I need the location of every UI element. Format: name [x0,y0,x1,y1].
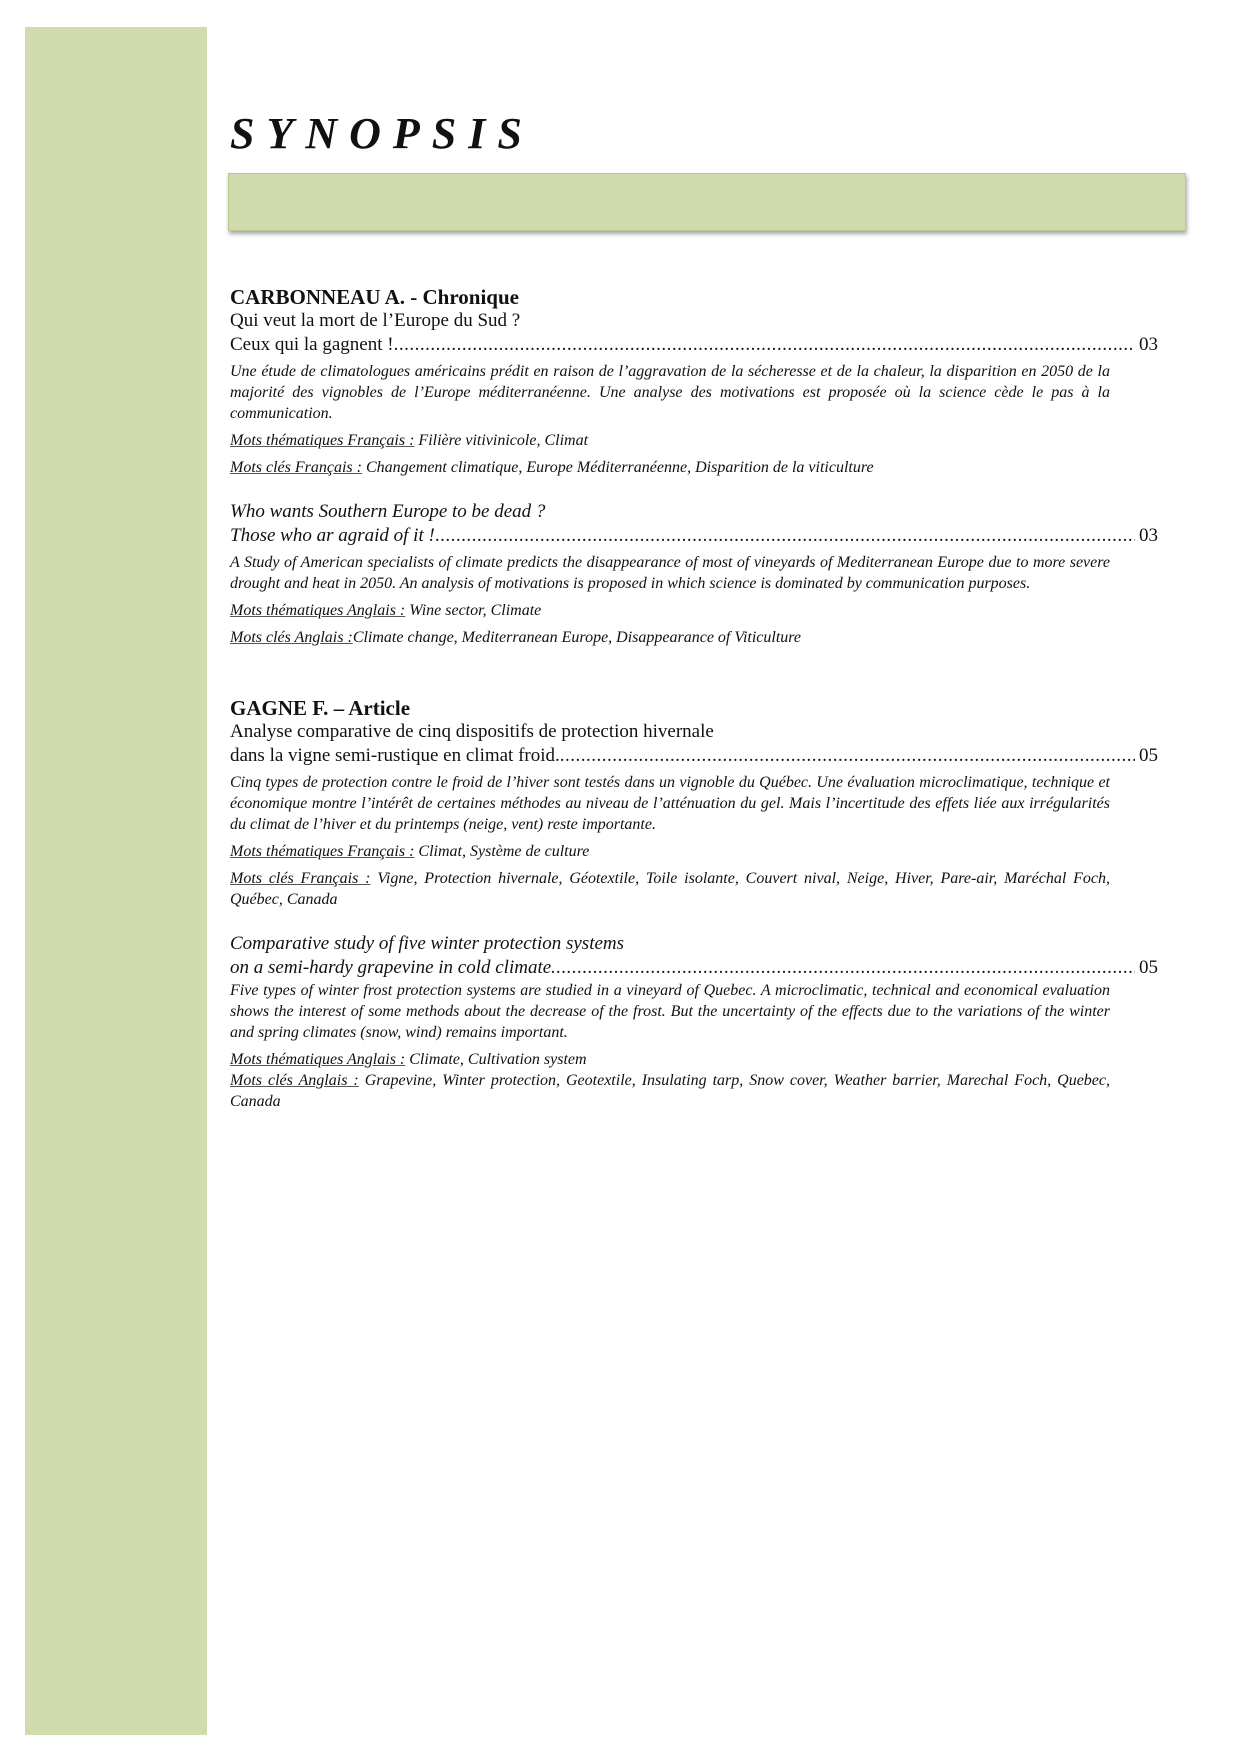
themes-fr [230,841,1158,862]
synopsis-content [230,285,1158,1112]
keywords-value: Changement climatique, Europe Méditerranéenne, Disparition de la viticulture [365,459,874,476]
entry-title-fr [230,309,1158,357]
entry-title-en [230,500,1158,548]
keywords-label: Mots clés Français : [230,459,362,476]
keywords-label: Mots clés Anglais : [230,629,353,646]
keywords-fr [230,868,1158,910]
keywords-label: Mots clés Anglais : [230,1072,359,1089]
synopsis-entry [230,696,1158,1112]
themes-en [230,600,1158,621]
abstract-en: A Study of American specialists of climate predicts the disappearance of most of vineyards of Mediterranean Europe due to more severe drought and heat in 2050. An analysis of motivations is proposed in which science is dominated by communication purposes. [230,554,1110,592]
dot-leader [556,956,1135,980]
entry-title-line: on a semi-hardy grapevine in cold climate. [230,957,556,978]
entry-author: GAGNE F. – Article [230,696,411,720]
keywords-value: Grapevine, Winter protection, Geotextile, Insulating tarp, Snow cover, Weather barrier, Marechal Foch, Quebec, Canada [230,1072,1111,1110]
keywords-en [230,627,1158,648]
page-number: 05 [1139,745,1158,766]
keywords-value: Vigne, Protection hivernale, Géotextile, Toile isolante, Couvert nival, Neige, Hiver, Pare-air, Maréchal Foch, Québec, Canada [230,870,1111,908]
entry-title-fr [230,720,1158,768]
keywords-label: Mots clés Français : [230,870,371,887]
entry-title-line: Qui veut la mort de l’Europe du Sud ? [230,310,521,331]
page-number: 05 [1139,957,1158,978]
themes-label: Mots thématiques Français : [230,432,415,449]
page-number: 03 [1139,525,1158,546]
themes-en [230,1049,1158,1070]
synopsis-entry [230,285,1158,648]
title-bar [228,173,1186,231]
entry-title-line: Comparative study of five winter protection systems [230,933,625,954]
abstract-en: Five types of winter frost protection systems are studied in a vineyard of Quebec. A microclimatic, technical and economical evaluation shows the interest of some methods about the decrease of the frost. But the uncertainty of the effects due to the variations of the winter and spring climates (snow, wind) remains important. [230,982,1110,1041]
page-number: 03 [1139,334,1158,355]
entry-title-line: Ceux qui la gagnent ! [230,334,394,355]
themes-value: Wine sector, Climate [409,602,542,619]
dot-leader [394,333,1135,357]
entry-title-en [230,932,1158,980]
themes-label: Mots thématiques Français : [230,843,415,860]
keywords-value: Climate change, Mediterranean Europe, Disappearance of Viticulture [352,629,802,646]
abstract-fr: Une étude de climatologues américains prédit en raison de l’aggravation de la sécheresse et de la chaleur, la disparition en 2050 de la majorité des vignobles de l’Europe méditerranéenne. Une analyse des motivations est proposée où la science cède le pas à la communication. [230,363,1110,422]
entry-title-last-line [230,333,1158,357]
entry-title-line: Those who ar agraid of it ! [230,525,435,546]
themes-label: Mots thématiques Anglais : [230,1051,406,1068]
entry-title-last-line [230,956,1158,980]
keywords-fr [230,457,1158,478]
themes-fr [230,430,1158,451]
dot-leader [560,744,1135,768]
entry-title-line: Analyse comparative de cinq dispositifs de protection hivernale [230,721,714,742]
themes-value: Filière vitivinicole, Climat [418,432,589,449]
entry-title-line: dans la vigne semi-rustique en climat froid. [230,745,560,766]
page-title: SYNOPSIS [230,109,534,158]
abstract-fr: Cinq types de protection contre le froid de l’hiver sont testés dans un vignoble du Québec. Une évaluation microclimatique, technique et économique montre l’intérêt de certaines méthodes au niveau de l’atténuation du gel. Mais l’incertitude des effets liée aux irrégularités du climat de l’hiver et du printemps (neige, vent) reste importante. [230,774,1110,833]
entry-title-last-line [230,524,1158,548]
themes-value: Climate, Cultivation system [409,1051,587,1068]
dot-leader [435,524,1135,548]
themes-label: Mots thématiques Anglais : [230,602,406,619]
entry-author: CARBONNEAU A. - Chronique [230,285,519,309]
side-band [25,27,207,1735]
keywords-en [230,1070,1158,1112]
entry-title-line: Who wants Southern Europe to be dead ? [230,501,546,522]
themes-value: Climat, Système de culture [418,843,590,860]
entry-title-last-line [230,744,1158,768]
